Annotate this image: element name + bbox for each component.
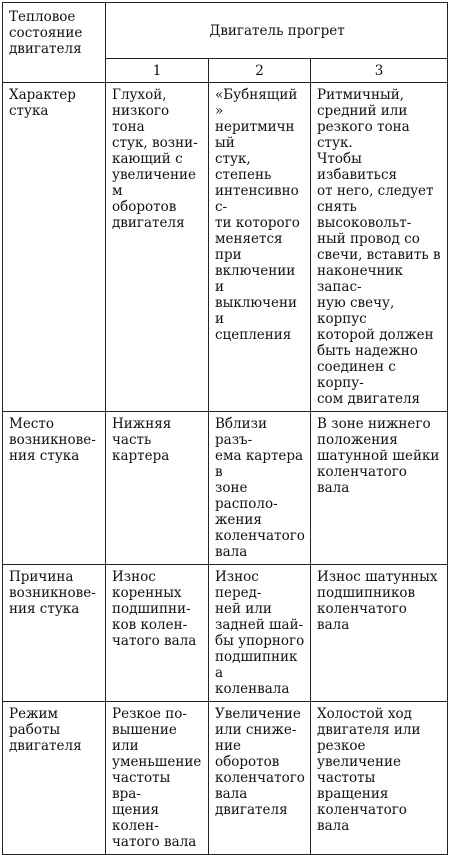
table-cell: Износ коренных подшипни- ков колен- чатого вала bbox=[106, 565, 209, 702]
row-label-knock-character: Характер стука bbox=[3, 83, 106, 412]
table-cell: Увеличение или сниже- ние оборотов коленчатого вала двигателя bbox=[209, 702, 311, 855]
table-cell: Износ шатунных подшипников коленчатого вала bbox=[311, 565, 448, 702]
engine-knock-table bbox=[2, 2, 448, 855]
row-label-knock-location: Место возникнове- ния стука bbox=[3, 412, 106, 565]
column-number-2: 2 bbox=[209, 59, 311, 83]
row-label-engine-mode: Режим работы двигателя bbox=[3, 702, 106, 855]
table-cell: Износ перед- ней или задней шай- бы упорного подшипника коленвала bbox=[209, 565, 311, 702]
header-row bbox=[3, 3, 448, 59]
column-number-1: 1 bbox=[106, 59, 209, 83]
table-row-engine-mode bbox=[3, 702, 448, 855]
table-cell: Нижняя часть картера bbox=[106, 412, 209, 565]
table-row-knock-character bbox=[3, 83, 448, 412]
table-cell: Ритмичный, средний или резкого тона стук. Чтобы избавиться от него, следует снять высоковольт- ный провод со свечи, вставить в наконечник запас- ную свечу, корпус которой должен быть надежно соединен с корпу- сом двигателя bbox=[311, 83, 448, 412]
table-cell: В зоне нижнего положения шатунной шейки коленчатого вала bbox=[311, 412, 448, 565]
row-label-knock-cause: Причина возникнове- ния стука bbox=[3, 565, 106, 702]
table-cell: Резкое по- вышение или уменьшение частоты вра- щения колен- чатого вала bbox=[106, 702, 209, 855]
column-number-3: 3 bbox=[311, 59, 448, 83]
table-cell: Холостой ход двигателя или резкое увеличение частоты вращения коленчатого вала bbox=[311, 702, 448, 855]
table-cell: Глухой, низкого тона стук, возни- кающий с увеличением оборотов двигателя bbox=[106, 83, 209, 412]
table-row-knock-location bbox=[3, 412, 448, 565]
table-cell: Вблизи разъ- ема картера в зоне располо- жения коленчатого вала bbox=[209, 412, 311, 565]
table-row-knock-cause bbox=[3, 565, 448, 702]
group-header-cell: Двигатель прогрет bbox=[106, 3, 448, 59]
table-cell: «Бубнящий» неритмичный стук, степень интенсивнос- ти которого меняется при включении и выключении сцепления bbox=[209, 83, 311, 412]
corner-header-cell: Тепловое состояние двигателя bbox=[3, 3, 106, 83]
